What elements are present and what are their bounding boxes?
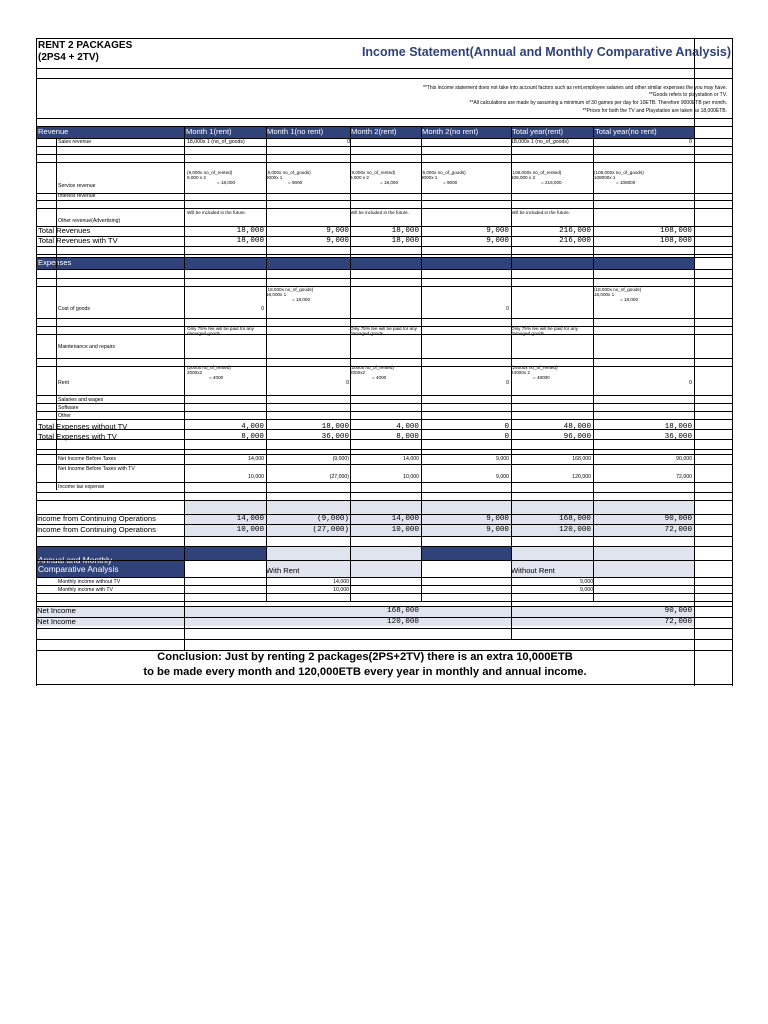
grid-row-line	[36, 593, 733, 594]
net-income-without-rent-1: 90,000	[664, 607, 692, 615]
grid-row-line	[36, 524, 733, 525]
rent-total-norent: 0	[689, 380, 692, 386]
salaries-label: Salaries and wages	[58, 397, 104, 403]
grid-row-line	[36, 236, 733, 237]
total-rev-4: 9,000	[486, 227, 509, 235]
tetv-3: 8,000	[396, 433, 419, 441]
nibt-tv-2: (27,000)	[329, 474, 349, 480]
total-rev-tv-5: 216,000	[559, 237, 591, 245]
grid-row-line	[36, 286, 733, 287]
grid-row-line	[36, 395, 733, 396]
total-rev-tv-4: 9,000	[486, 237, 509, 245]
grid-row-line	[36, 38, 733, 39]
cont-tv-3: 10,000	[391, 526, 419, 534]
other-note-m1: Will be included in the future.	[187, 210, 246, 215]
with-rent-band	[184, 546, 266, 560]
grid-row-line	[36, 154, 733, 155]
cont-4: 9,000	[486, 515, 509, 523]
total-revenues-tv-label: Total Revenues with TV	[38, 237, 118, 245]
grid-row-line	[36, 577, 733, 578]
grid-row-line	[36, 78, 733, 79]
other-revenue-label: Other revenue(Advertising)	[58, 218, 121, 224]
title-line-1: RENT 2 PACKAGES	[38, 40, 133, 51]
nibt-tv-4: 9,000	[496, 474, 509, 480]
cogs-m1-rent: 0	[261, 306, 264, 312]
grid-row-line	[36, 454, 733, 455]
total-exp-without-tv-label: Total Expenses without TV	[38, 423, 128, 431]
grid-row-line	[36, 411, 733, 412]
tetv-2: 36,000	[321, 433, 349, 441]
cogs-m1-norent: (18,000x no_of_goods) 18,000x 1 = 18,000	[266, 287, 314, 303]
cont-ops-label: Income from Continuing Operations	[36, 515, 156, 523]
cont-tv-5: 120,000	[559, 526, 591, 534]
software-label: Software	[58, 405, 79, 411]
with-rent-label: With Rent	[266, 567, 300, 575]
service-revenue-label: Service revenue	[58, 183, 96, 189]
expenses-label: Expenses	[38, 259, 72, 267]
cogs-total-norent: (18,000x no_of_goods) 18,000x 1 = 18,000	[594, 287, 642, 303]
net-income-with-rent-1: 168,000	[387, 607, 419, 615]
grid-row-line	[36, 193, 733, 194]
grid-col-line	[350, 126, 351, 601]
grid-row-line	[36, 429, 733, 430]
grid-col-line	[694, 38, 695, 686]
sales-formula-m1: 18,000x 1 (no_of_goods)	[187, 139, 245, 145]
col-header-4: Month 2(no rent)	[422, 128, 479, 136]
with-rent-m-with-tv: 10,000	[333, 587, 349, 593]
grid-row-line	[36, 500, 733, 501]
grid-row-line	[36, 628, 733, 629]
total-revenues-label: Total Revenues	[38, 227, 91, 235]
grid-row-line	[36, 606, 733, 607]
rent-m1: (2000x no_of_rented) 2000x2 = 4000	[187, 365, 231, 381]
grid-row-line	[36, 514, 733, 515]
col-header-2: Month 1(no rent)	[267, 128, 324, 136]
total-rev-tv-3: 18,000	[391, 237, 419, 245]
grid-col-line	[511, 126, 512, 639]
grid-row-line	[36, 246, 733, 247]
conclusion-line-2: to be made every month and 120,000ETB every year in monthly and annual income.	[143, 666, 587, 678]
title-block	[38, 40, 183, 68]
cont-ops-tv-label: Income from Continuing Operations	[36, 526, 156, 534]
cont-2: (9,000)	[317, 515, 349, 523]
nibt-4: 9,000	[496, 456, 509, 462]
total-rev-6: 108,000	[660, 227, 692, 235]
comparative-title-1: Annual and Monthly	[38, 556, 113, 565]
grid-row-line	[36, 318, 733, 319]
grid-col-line	[421, 126, 422, 601]
without-rent-label: Without Rent	[511, 567, 555, 575]
grid-row-line	[36, 334, 733, 335]
grid-row-line	[36, 464, 733, 465]
cont-3: 14,000	[391, 515, 419, 523]
grid-col-line	[593, 126, 594, 601]
grid-col-line	[184, 126, 185, 650]
grid-row-line	[36, 126, 733, 127]
total-rev-5: 216,000	[559, 227, 591, 235]
nibt-6: 90,000	[676, 456, 692, 462]
col-header-1: Month 1(rent)	[186, 128, 232, 136]
service-m2-rent: (9,000x no_of_rented) 9,000 x 2 = 18,000	[350, 170, 399, 186]
grid-row-line	[36, 601, 733, 602]
nibt-5: 168,000	[572, 456, 591, 462]
conclusion	[36, 650, 694, 684]
other-note-m2: Will be included in the future.	[350, 210, 409, 215]
tex-1: 4,000	[241, 423, 264, 431]
service-m2-norent: (9,000x no_of_goods) 9000x 1 = 9000	[421, 170, 466, 186]
total-exp-with-tv-label: Total Expenses with TV	[38, 433, 117, 441]
grid-row-line	[36, 419, 733, 420]
cont-5: 168,000	[559, 515, 591, 523]
grid-row-line	[36, 639, 733, 640]
grid-row-line	[36, 162, 733, 163]
maintenance-label: Maintenance and repairs	[58, 344, 116, 350]
service-m1-rent: (9,000x no_of_rented) 9,000 x 2 = 18,000	[187, 170, 236, 186]
tetv-5: 96,000	[563, 433, 591, 441]
tex-6: 18,000	[664, 423, 692, 431]
nibt-tv-3: 10,000	[403, 474, 419, 480]
nibt-tv-5: 120,000	[572, 474, 591, 480]
nibt-1: 14,000	[248, 456, 264, 462]
grid-row-line	[36, 449, 733, 450]
without-rent-band	[421, 546, 511, 560]
service-total-norent: (108,000x no_of_goods) 108000x 1 = 108000	[594, 170, 644, 186]
grid-col-line	[56, 138, 57, 490]
revenue-label: Revenue	[38, 128, 69, 136]
monthly-without-tv-label: Monthly income without TV	[58, 579, 121, 585]
net-income-label-2: Net Income	[37, 618, 76, 626]
col-header-5: Total year(rent)	[512, 128, 564, 136]
sales-revenue-label: Sales revenue	[58, 139, 92, 145]
conclusion-line-1: Conclusion: Just by renting 2 packages(2PS+2TV) there is an extra 10,000ETB	[157, 651, 573, 663]
grid-row-line	[36, 146, 733, 147]
monthly-with-tv-label: Monthly income with TV	[58, 587, 113, 593]
tex-3: 4,000	[396, 423, 419, 431]
total-rev-1: 18,000	[236, 227, 264, 235]
grid-row-line	[36, 536, 733, 537]
rent-total: (24000x no_of_rented) 24000x 2 = 48000	[511, 365, 558, 381]
grid-row-line	[36, 68, 733, 69]
nibt-tv-label: Net Income Before Taxes with TV	[58, 466, 135, 472]
col-header-3: Month 2(rent)	[351, 128, 397, 136]
col-header-6: Total year(no rent)	[595, 128, 657, 136]
cont-tv-2: (27,000)	[312, 526, 349, 534]
interest-revenue-label: Interest revenue	[58, 193, 96, 199]
net-income-without-rent-2: 72,000	[664, 618, 692, 626]
net-income-label-1: Net Income	[37, 607, 76, 615]
income-statement-sheet	[36, 38, 733, 686]
grid-row-line	[36, 226, 733, 227]
other-expense-label: Other	[58, 413, 71, 419]
grid-col-line	[266, 126, 267, 601]
service-total-rent: (108,000x no_of_rented) 108,000 x 2 = 216,000	[511, 170, 562, 186]
grid-col-line	[36, 38, 37, 686]
grid-row-line	[36, 492, 733, 493]
other-note-total: Will be included in the future.	[511, 210, 570, 215]
rent-m2: (2000x no_of_rented) 2000x2 = 4000	[350, 365, 394, 381]
grid-row-line	[36, 358, 733, 359]
main-title: Income Statement(Annual and Monthly Comparative Analysis)	[361, 45, 731, 59]
net-income-with-rent-2: 120,000	[387, 618, 419, 626]
tetv-1: 8,000	[241, 433, 264, 441]
note-2: **Goods refers to playstation or TV.	[648, 92, 727, 98]
note-4: **Prices for both the TV and Playstation are taken as 18,000ETB.	[582, 108, 727, 114]
grid-row-line	[36, 617, 733, 618]
comparative-title	[38, 556, 183, 574]
cont-1: 14,000	[236, 515, 264, 523]
grid-row-line	[36, 200, 733, 201]
without-rent-m-without-tv: 9,000	[580, 579, 593, 585]
tax-label: Income tax expense	[58, 484, 105, 490]
grid-row-line	[36, 118, 733, 119]
grid-row-line	[36, 439, 733, 440]
grid-row-line	[36, 650, 733, 651]
total-rev-3: 18,000	[391, 227, 419, 235]
sales-formula-total: 18,000x 1 (no_of_goods)	[511, 139, 569, 145]
tetv-4: 0	[504, 433, 509, 441]
nibt-tv-6: 72,000	[676, 474, 692, 480]
tex-5: 48,000	[563, 423, 591, 431]
cont-tv-6: 72,000	[664, 526, 692, 534]
cogs-m2-norent: 0	[506, 306, 509, 312]
with-rent-m-without-tv: 14,000	[333, 579, 349, 585]
note-3: **All calculations are made by assuming a minimum of 30 games per day for 10ETB. Therefore 9000ETB per month.	[469, 100, 727, 106]
without-rent-m-with-tv: 9,000	[580, 587, 593, 593]
grid-row-line	[36, 254, 733, 255]
grid-row-line	[36, 403, 733, 404]
sales-m1-norent: 0	[347, 139, 350, 145]
nibt-tv-1: 10,000	[248, 474, 264, 480]
service-m1-norent: (9,000x no_of_goods) 9000x 1 = 9000	[266, 170, 311, 186]
nibt-2: (9,000)	[332, 456, 349, 462]
cogs-label: Cost of goods	[58, 306, 91, 312]
rent-m2-norent: 0	[506, 380, 509, 386]
cont-tv-4: 9,000	[486, 526, 509, 534]
grid-row-line	[36, 366, 733, 367]
comparative-title-2: Comparative Analysis	[38, 564, 119, 574]
grid-row-line	[36, 138, 733, 139]
grid-row-line	[36, 684, 733, 685]
total-rev-tv-1: 18,000	[236, 237, 264, 245]
maint-note-m2: Only 75% fee will be paid for any damaged goods.	[350, 326, 417, 337]
tex-4: 0	[504, 423, 509, 431]
grid-row-line	[36, 208, 733, 209]
note-1: **This income statement does not take into account factors such as rent,employee salaries and other similar expenses the you may have.	[422, 85, 727, 91]
grid-row-line	[36, 278, 733, 279]
rent-m1-norent: 0	[346, 380, 349, 386]
tex-2: 18,000	[321, 423, 349, 431]
total-rev-tv-2: 9,000	[326, 237, 349, 245]
grid-col-line	[732, 38, 733, 686]
grid-row-line	[36, 257, 733, 258]
total-rev-tv-6: 108,000	[660, 237, 692, 245]
grid-row-line	[36, 546, 733, 547]
grid-row-line	[36, 326, 733, 327]
sales-total-norent: 0	[689, 139, 692, 145]
title-line-2: (2PS4 + 2TV)	[38, 52, 99, 63]
cont-tv-1: 10,000	[236, 526, 264, 534]
total-rev-2: 9,000	[326, 227, 349, 235]
nibt-label: Net Income Before Taxes	[58, 456, 117, 462]
grid-row-line	[36, 482, 733, 483]
nibt-3: 14,000	[403, 456, 419, 462]
grid-row-line	[36, 560, 733, 561]
rent-label: Rent	[58, 380, 69, 386]
cont-6: 90,000	[664, 515, 692, 523]
tetv-6: 36,000	[664, 433, 692, 441]
grid-row-line	[36, 585, 733, 586]
grid-row-line	[36, 269, 733, 270]
maint-note-total: Only 75% fee will be paid for any damaged goods.	[511, 326, 578, 337]
maint-note-m1: Only 75% fee will be paid for any damaged goods.	[187, 326, 254, 337]
